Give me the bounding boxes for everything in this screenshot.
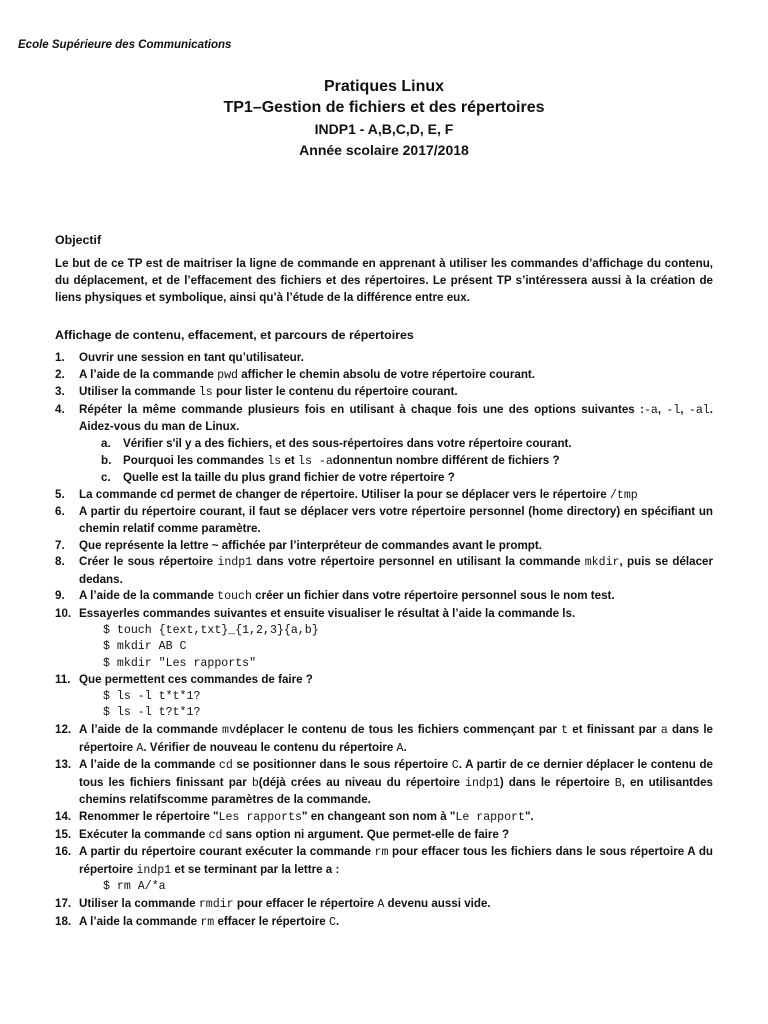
item-text: . Vérifier de nouveau le contenu du répertoire (143, 740, 397, 754)
item-letter: a. (101, 436, 111, 450)
item-text: Que représente la lettre ~ affichée par l’interpréteur de commandes avant le prompt. (79, 538, 542, 552)
list-item (55, 487, 713, 505)
item-text: pour effacer tous les fichiers dans le sous répertoire A du répertoire (79, 845, 713, 876)
item-text: Utiliser la commande (79, 385, 199, 399)
list-item (55, 384, 713, 402)
item-number: 16. (55, 845, 72, 859)
command-line: $ rm A/*a (103, 880, 166, 894)
item-text: La commande cd permet de changer de répertoire. Utiliser la pour se déplacer vers le répertoire (79, 487, 610, 501)
item-text: effacer le répertoire (214, 914, 329, 928)
item-text: pour effacer le répertoire (233, 897, 378, 910)
item-text: . (335, 914, 340, 928)
school-year: Année scolaire 2017/2018 (299, 142, 469, 158)
sub-item (55, 453, 713, 471)
item-text: Exécuter la commande (79, 827, 209, 841)
list-item (55, 896, 713, 914)
class-groups: INDP1 - A,B,C,D, E, F (314, 121, 454, 137)
list-item (55, 914, 713, 932)
item-text: dans votre répertoire personnel en utilisant la commande (252, 555, 585, 569)
item-number: 12. (55, 723, 72, 737)
item-text: Essayerles commandes suivantes et ensuite visualiser le résultat à l’aide la commande ls. (79, 606, 576, 620)
item-number: 8. (55, 555, 65, 569)
item-number: 5. (55, 487, 65, 501)
item-number: 18. (55, 914, 72, 928)
list-item (55, 672, 713, 689)
inline-code: mv (222, 724, 236, 738)
item-text: se positionner dans le sous répertoire (232, 758, 452, 772)
item-text: . (403, 740, 407, 754)
item-text: A l’aide de la commande (79, 367, 218, 381)
inline-code: -al (688, 403, 710, 417)
item-text: Que permettent ces commandes de faire ? (79, 673, 313, 687)
inline-code: -a (643, 403, 658, 417)
item-number: 4. (55, 402, 65, 416)
sub-item (55, 436, 713, 453)
inline-code: indp1 (465, 776, 500, 790)
item-letter: b. (101, 453, 112, 467)
inline-code: b (251, 776, 259, 790)
inline-code: A (136, 741, 144, 755)
item-text: Ouvrir une session en tant qu’utilisateur. (79, 351, 304, 364)
inline-code: /tmp (609, 488, 638, 502)
list-item (55, 827, 713, 845)
item-number: 3. (55, 385, 65, 399)
item-number: 14. (55, 810, 72, 824)
inline-code: cd (208, 828, 223, 842)
list-item (55, 402, 713, 436)
inline-code: touch (217, 590, 252, 604)
item-text: Répéter la même commande plusieurs fois en utilisant à chaque fois une des options suivantes : (79, 402, 644, 416)
item-text: , puis se délacer dedans. (79, 555, 713, 586)
item-text: A partir du répertoire courant exécuter la commande (79, 845, 375, 859)
item-number: 13. (55, 758, 72, 772)
item-text: . Aidez-vous du man de Linux. (79, 402, 713, 434)
item-number: 10. (55, 606, 72, 620)
item-number: 11. (55, 673, 71, 687)
inline-code: cd (218, 759, 233, 773)
list-item (55, 367, 713, 385)
item-text: A l’aide de la commande (79, 723, 222, 737)
command-line: $ mkdir AB C (103, 640, 187, 654)
item-text: " en changeant son nom à " (302, 810, 456, 824)
inline-code: rm (374, 846, 389, 860)
item-number: 1. (55, 351, 65, 364)
command-line: $ touch {text,txt}_{1,2,3}{a,b} (103, 623, 319, 637)
list-item (55, 606, 713, 623)
item-text: et (281, 453, 298, 467)
item-text: donnentun nombre différent de fichiers ? (332, 453, 560, 467)
list-item (55, 809, 713, 827)
course-title: Pratiques Linux (323, 78, 445, 95)
exercise-list (55, 350, 713, 931)
school-name: Ecole Supérieure des Communications (18, 39, 232, 51)
objectif-paragraph: Le but de ce TP est de maitriser la ligne de commande en apprenant à utiliser les commandes d’affichage du contenu, du déplacement, et de l’effacement des fichiers et des répertoires. Le présent TP s’intéressera aussi à la création de liens physiques et symbolique, ainsi qu’à l’étude de la différence entre eux. (55, 257, 713, 304)
item-text: déplacer le contenu de tous les fichiers commençant par (235, 723, 562, 737)
title-block (0, 76, 768, 161)
item-number: 15. (55, 827, 72, 841)
item-text: créer un fichier dans votre répertoire personnel sous le nom test. (251, 589, 615, 603)
item-text: . A partir de ce dernier déplacer le contenu de tous les fichiers finissant par (79, 758, 713, 789)
inline-code: ls (198, 386, 213, 400)
item-text: dans le répertoire (79, 723, 713, 754)
list-item (55, 538, 713, 555)
inline-code: -l (666, 403, 681, 417)
item-number: 7. (55, 538, 65, 552)
item-number: 2. (55, 367, 65, 381)
list-item (55, 350, 713, 367)
item-text: sans option ni argument. Que permet-elle de faire ? (222, 827, 510, 841)
inline-code: rmdir (198, 898, 234, 911)
inline-code: rm (200, 915, 215, 929)
command-line: $ ls -l t*t*1? (103, 689, 201, 703)
item-text: Quelle est la taille du plus grand fichier de votre répertoire ? (123, 471, 455, 485)
item-letter: c. (101, 471, 111, 485)
inline-code: ls -a (298, 454, 333, 468)
inline-code: A (396, 741, 404, 755)
inline-code: indp1 (136, 863, 172, 877)
inline-code: C (451, 759, 459, 773)
list-item (55, 844, 713, 879)
item-text: Créer le sous répertoire (79, 555, 218, 569)
item-text: Pourquoi les commandes (123, 453, 268, 467)
inline-code: C (328, 915, 336, 929)
item-text: devenu aussi vide. (384, 897, 491, 910)
item-text: Utiliser la commande (79, 897, 199, 910)
inline-code: a (660, 724, 668, 738)
objectif-heading: Objectif (55, 233, 102, 247)
item-text: A l’aide la commande (79, 914, 201, 928)
inline-code: Le rapport (455, 811, 525, 825)
item-text: afficher le chemin absolu de votre répertoire courant. (237, 367, 535, 381)
list-item (55, 588, 713, 606)
item-number: 17. (55, 897, 72, 910)
inline-code: indp1 (217, 556, 253, 570)
item-text: , en utilisantdes chemins relatifscomme paramètres de la commande. (79, 775, 713, 807)
section-heading: Affichage de contenu, effacement, et parcours de répertoires (55, 328, 414, 342)
inline-code: pwd (217, 368, 238, 382)
command-line: $ ls -l t?t*1? (103, 706, 201, 720)
item-number: 6. (55, 505, 65, 519)
item-text: et se terminant par la lettre a : (171, 862, 340, 876)
list-item (55, 554, 713, 588)
item-text: Vérifier s'il y a des fichiers, et des sous-répertoires dans votre répertoire courant. (123, 436, 572, 450)
item-text: et finissant par (568, 723, 661, 737)
list-item (55, 757, 713, 809)
item-text: , (680, 402, 689, 416)
command-line: $ mkdir "Les rapports" (103, 656, 257, 670)
item-text: pour lister le contenu du répertoire courant. (212, 385, 458, 399)
sub-item (55, 470, 713, 487)
item-text: ) dans le répertoire (499, 775, 615, 789)
tp-title: TP1–Gestion de fichiers et des répertoires (223, 99, 545, 116)
inline-code: mkdir (584, 556, 620, 570)
inline-code: Les rapports (218, 811, 303, 825)
list-item (55, 722, 713, 757)
item-text: , (657, 402, 667, 416)
inline-code: ls (267, 454, 282, 468)
item-text: A partir du répertoire courant, il faut se déplacer vers votre répertoire personnel (home directory) en spécifiant un chemin relatif comme paramètre. (79, 505, 713, 535)
item-text: A l’aide de la commande (79, 758, 219, 772)
item-text: ". (524, 810, 534, 824)
list-item (55, 504, 713, 537)
inline-code: B (614, 776, 622, 790)
inline-code: A (377, 898, 385, 911)
item-text: A l’aide de la commande (79, 589, 218, 603)
item-text: (déjà crées au niveau du répertoire (258, 775, 466, 789)
inline-code: t (561, 724, 569, 738)
item-number: 9. (55, 589, 65, 603)
item-text: Renommer le répertoire " (79, 810, 219, 824)
